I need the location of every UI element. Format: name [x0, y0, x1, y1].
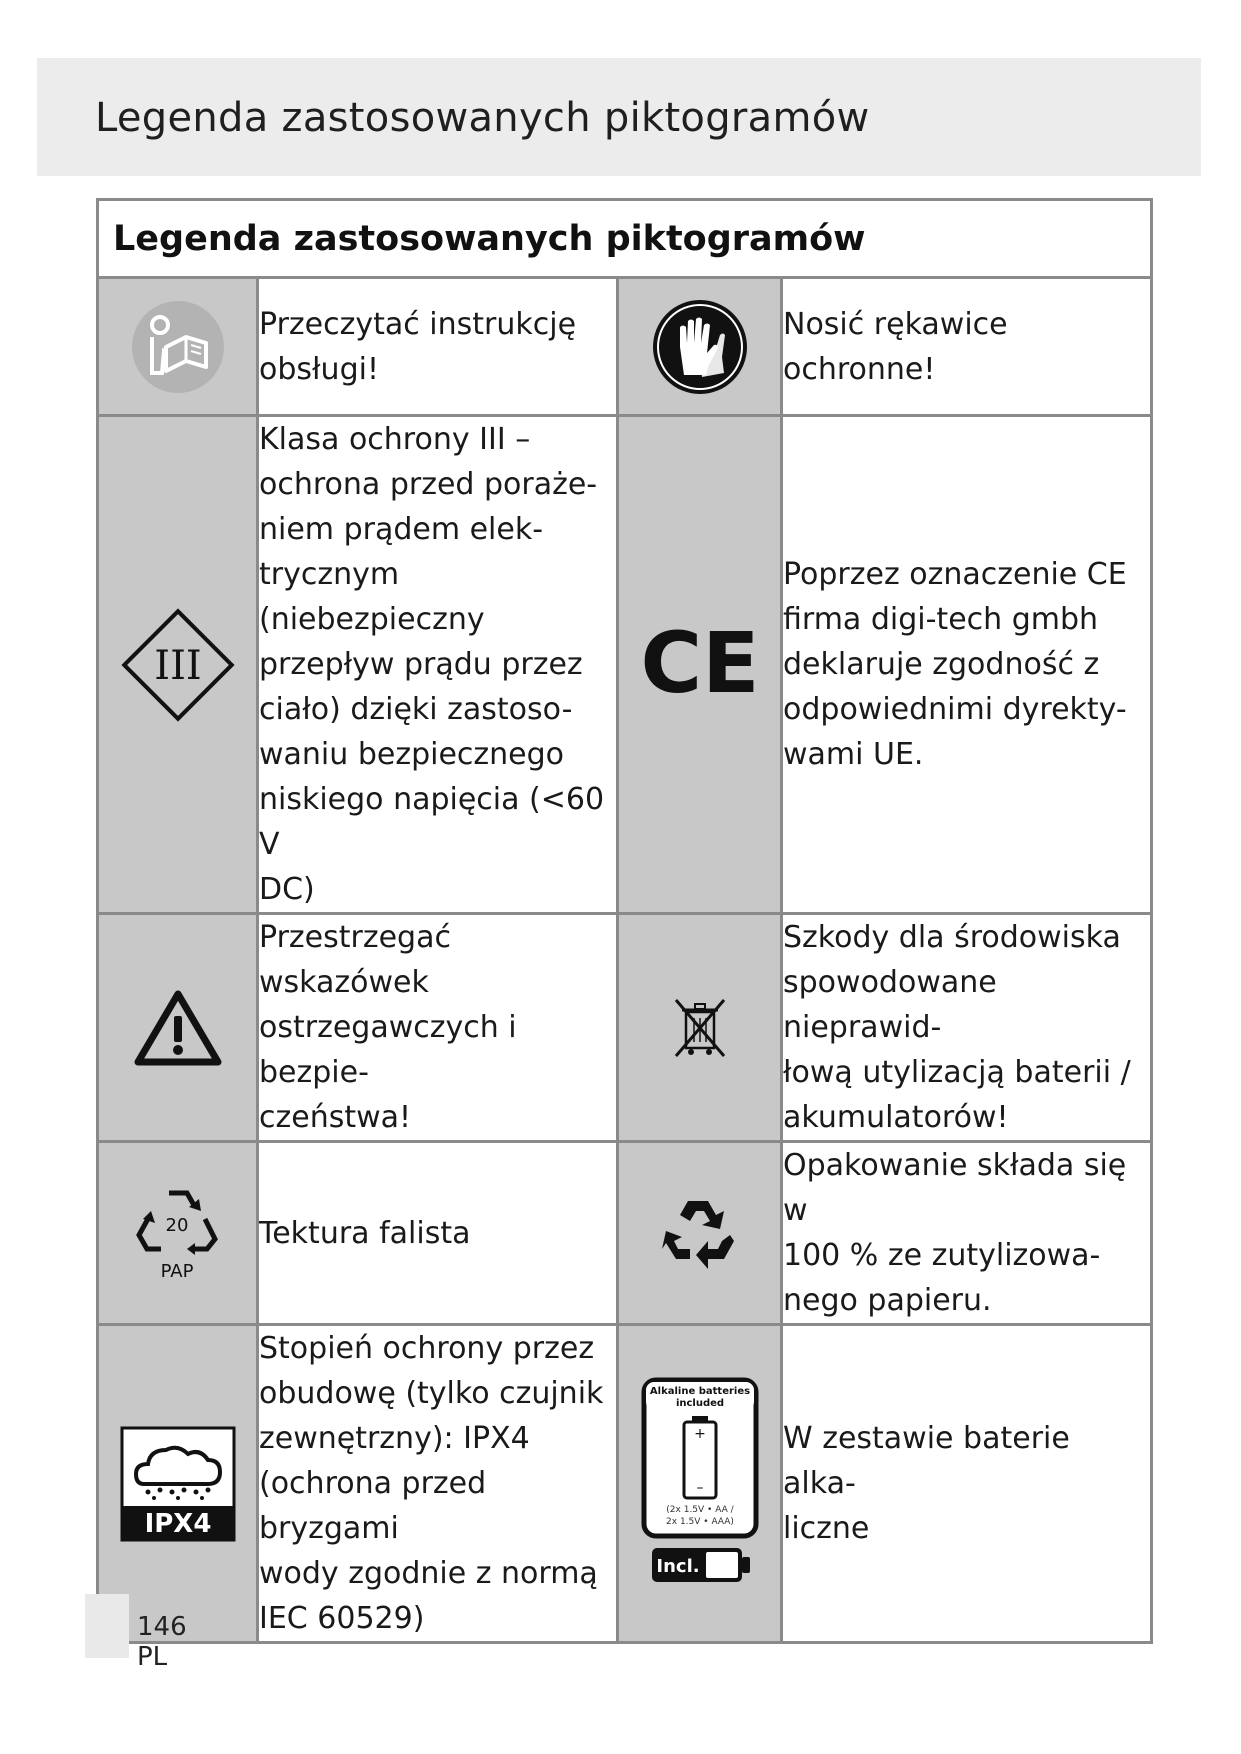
svg-text:IPX4: IPX4	[144, 1508, 211, 1539]
battery-title-line-2: included	[675, 1397, 724, 1409]
battery-spec-line-1: (2x 1.5V • AA /	[665, 1504, 734, 1515]
protection-class-iii-icon	[118, 605, 238, 725]
ipx4-icon	[120, 1426, 236, 1542]
read-manual-icon	[130, 299, 226, 395]
legend-description: Tektura falista	[258, 1142, 618, 1325]
table-row	[98, 914, 1152, 1142]
table-row	[98, 1325, 1152, 1643]
svg-text:Incl.: Incl.	[655, 1555, 700, 1577]
legend-description: Nosić rękawice ochronne!	[782, 278, 1152, 416]
recycling-arrows-icon	[658, 1193, 742, 1273]
page-footer	[85, 1594, 187, 1672]
footer-marker	[85, 1594, 129, 1658]
legend-description: Poprzez oznaczenie CE firma digi-tech gmbh deklaruje zgodność z odpowiednimi dyrekty- wami UE.	[782, 416, 1152, 914]
warning-triangle-icon-cell	[98, 914, 258, 1142]
recycling-pap-20-icon-cell	[98, 1142, 258, 1325]
table-row	[98, 278, 1152, 416]
table-title: Legenda zastosowanych piktogramów	[98, 200, 1152, 278]
ce-mark-icon	[640, 620, 760, 710]
svg-text:20: 20	[165, 1215, 188, 1236]
batteries-included-icon	[638, 1376, 762, 1592]
wear-gloves-icon	[650, 297, 750, 397]
legend-description: Stopień ochrony przez obudowę (tylko czujnik zewnętrzny): IPX4 (ochrona przed bryzgami wody zgodnie z normą IEC 60529)	[258, 1325, 618, 1643]
page-number: 146 PL	[137, 1612, 187, 1672]
table-row	[98, 416, 1152, 914]
recycling-pap-20-icon	[133, 1183, 223, 1283]
recycling-arrows-icon-cell	[618, 1142, 782, 1325]
page-header-band	[37, 58, 1201, 176]
legend-description: Opakowanie składa się w 100 % ze zutylizowa- nego papieru.	[782, 1142, 1152, 1325]
crossed-bin-icon	[670, 996, 730, 1060]
ce-mark-icon-cell	[618, 416, 782, 914]
protection-class-iii-icon-cell	[98, 416, 258, 914]
table-row	[98, 1142, 1152, 1325]
legend-description: Przestrzegać wskazówek ostrzegawczych i bezpie- czeństwa!	[258, 914, 618, 1142]
batteries-included-icon-cell	[618, 1325, 782, 1643]
warning-triangle-icon	[133, 988, 223, 1068]
battery-title-line-1: Alkaline batteries	[649, 1385, 750, 1397]
svg-text:III: III	[153, 642, 202, 689]
legend-description: Przeczytać instrukcję obsługi!	[258, 278, 618, 416]
legend-description: Klasa ochrony III – ochrona przed poraże- niem prądem elek- trycznym (niebezpieczny przepływ prądu przez ciało) dzięki zastoso- waniu bezpiecznego niskiego napięcia (<60 V DC)	[258, 416, 618, 914]
legend-description: Szkody dla środowiska spowodowane nieprawid- łową utylizacją baterii / akumulatorów!	[782, 914, 1152, 1142]
crossed-bin-icon-cell	[618, 914, 782, 1142]
legend-description: W zestawie baterie alka- liczne	[782, 1325, 1152, 1643]
battery-spec-line-2: 2x 1.5V • AAA)	[665, 1516, 734, 1527]
wear-gloves-icon-cell	[618, 278, 782, 416]
svg-text:+: +	[693, 1425, 706, 1442]
svg-text:PAP: PAP	[160, 1261, 193, 1282]
svg-text:CE: CE	[639, 619, 760, 710]
page-title: Legenda zastosowanych piktogramów	[95, 95, 870, 141]
pictogram-legend-table	[96, 198, 1153, 1644]
read-manual-icon-cell	[98, 278, 258, 416]
svg-text:–: –	[696, 1479, 703, 1496]
